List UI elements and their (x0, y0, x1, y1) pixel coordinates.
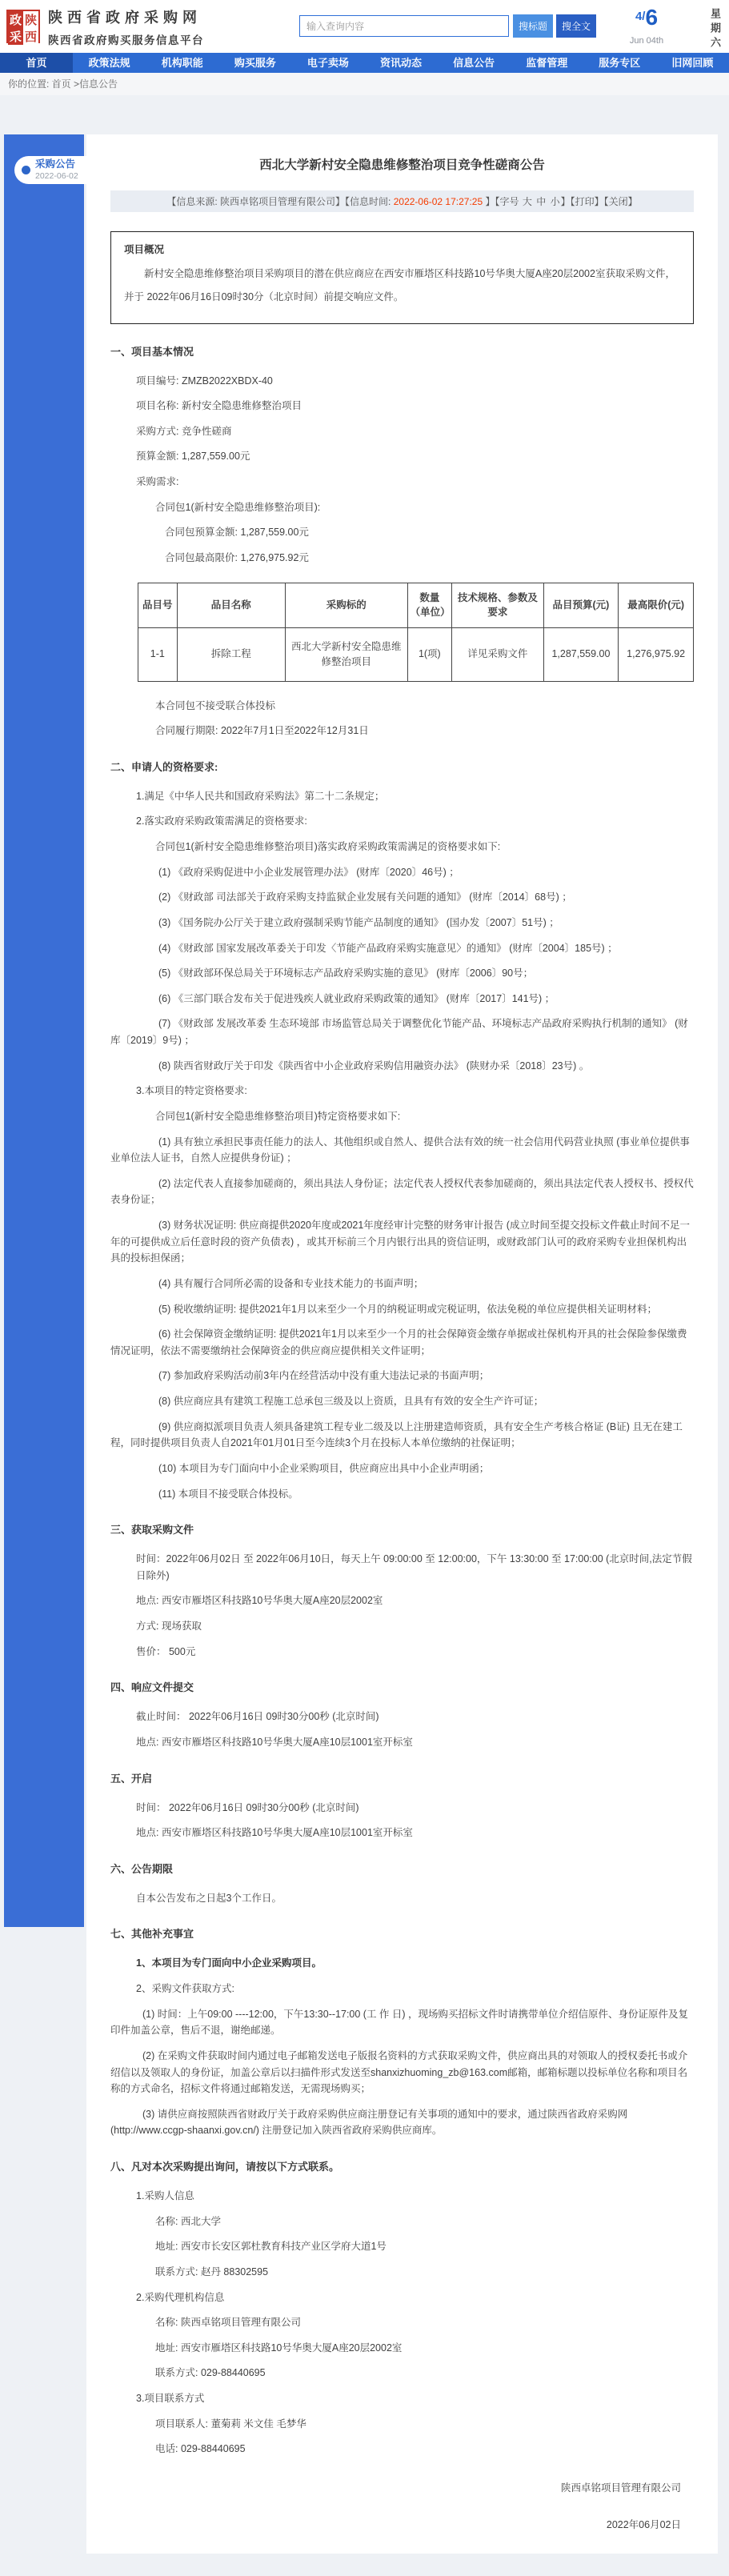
paragraph: 预算金额: 1,287,559.00元 (136, 451, 250, 463)
table-header-cell: 品目预算(元) (543, 583, 619, 628)
project-overview-box (110, 231, 694, 324)
site-header (0, 0, 729, 53)
meta-time-prefix: 【信息时间: (345, 196, 394, 207)
paragraph: 地点: 西安市雁塔区科技路10号华奥大厦A座20层2002室 (136, 1595, 383, 1607)
paragraph: 名称: 陕西卓铭项目管理有限公司 (155, 2317, 301, 2329)
paragraph: (8) 陕西省财政厅关于印发《陕西省中小企业政府采购信用融资办法》 (陕财办采〔2018〕23号) 。 (158, 1060, 590, 1072)
section-heading: 二、申请人的资格要求: (110, 760, 218, 773)
table-cell: 1(项) (407, 628, 452, 682)
paragraph: 项目名称: 新村安全隐患维修整治项目 (136, 400, 302, 412)
site-title: 陕西省政府采购网 (48, 9, 202, 26)
paragraph: 地址: 西安市长安区郭杜教育科技产业区学府大道1号 (155, 2241, 387, 2253)
font-size-small-button[interactable]: 小 (550, 196, 560, 207)
close-button[interactable]: 【关闭】 (603, 196, 638, 207)
table-header-cell: 品目号 (138, 583, 178, 628)
paragraph: 3.本项目的特定资格要求: (136, 1085, 247, 1097)
site-subtitle: 陕西省政府购买服务信息平台 (48, 34, 204, 46)
paragraph: 合同包1(新村安全隐患维修整治项目)特定资格要求如下: (155, 1110, 401, 1122)
nav-item-电子卖场[interactable]: 电子卖场 (306, 57, 349, 69)
main (0, 95, 729, 2576)
section-heading: 八、凡对本次采购提出询问，请按以下方式联系。 (110, 2161, 340, 2173)
paragraph: 1.采购人信息 (136, 2190, 194, 2201)
paragraph: 合同包1(新村安全隐患维修整治项目): (155, 501, 321, 513)
paragraph: 项目联系人: 董菊莉 米文佳 毛梦华 (155, 2418, 306, 2430)
paragraph: 联系方式: 029-88440695 (155, 2367, 266, 2379)
table-header-cell: 采购标的 (285, 583, 407, 628)
date-widget (623, 5, 671, 46)
paragraph: 2、采购文件获取方式: (136, 1983, 234, 1994)
paragraph: 采购方式: 竞争性磋商 (136, 425, 232, 437)
paragraph: 1.满足《中华人民共和国政府采购法》第二十二条规定； (136, 790, 385, 802)
overview-text: 新村安全隐患维修整治项目采购项目的潜在供应商应在西安市雁塔区科技路10号华奥大厦A座20层2002室获取采购文件，并于 2022年06月16日09时30分（北京时间）前提交响应文件。 (124, 268, 675, 302)
table-cell: 1-1 (138, 628, 178, 682)
table-header-cell: 数量（单位） (407, 583, 452, 628)
font-size-large-button[interactable]: 大 (522, 196, 532, 207)
table-header-cell: 技术规格、参数及要求 (452, 583, 544, 628)
print-button[interactable]: 【打印】 (570, 196, 604, 207)
paragraph: 2.落实政府采购政策需满足的资格要求: (136, 815, 307, 827)
paragraph: 地址: 西安市雁塔区科技路10号华奥大厦A座20层2002室 (155, 2342, 403, 2354)
paragraph: (7) 参加政府采购活动前3年内在经营活动中没有重大违法记录的书面声明； (158, 1370, 490, 1382)
table-cell: 西北大学新村安全隐患维修整治项目 (285, 628, 407, 682)
search-bar (299, 14, 596, 38)
paragraph: 方式: 现场获取 (136, 1621, 202, 1632)
section-heading: 三、获取采购文件 (110, 1524, 194, 1536)
paragraph: 合同履行期限: 2022年7月1日至2022年12月31日 (155, 725, 369, 737)
paragraph: 售价： 500元 (136, 1645, 196, 1657)
table-header-cell: 品目名称 (177, 583, 285, 628)
nav-item-监督管理[interactable]: 监督管理 (526, 57, 568, 69)
logo-char: 西 (23, 28, 38, 45)
font-size-medium-button[interactable]: 中 (536, 196, 547, 207)
table-header-cell: 最高限价(元) (619, 583, 694, 628)
nav-item-资讯动态[interactable]: 资讯动态 (380, 57, 423, 69)
items-table (138, 583, 694, 682)
breadcrumb-prefix: 你的位置: (8, 78, 52, 90)
paragraph: (5) 税收缴纳证明: 提供2021年1月以来至少一个月的纳税证明或完税证明，依法免税的单位应提供相关证明材料； (158, 1303, 657, 1315)
paragraph: (11) 本项目不接受联合体投标。 (158, 1488, 298, 1500)
paragraph: (5) 《财政部环保总局关于环境标志产品政府采购实施的意见》 (财库〔2006〕90号； (158, 968, 534, 980)
paragraph: 电话: 029-88440695 (155, 2443, 246, 2455)
footer-company: 陕西卓铭项目管理有限公司 (560, 2482, 681, 2494)
paragraph: 时间：2022年06月02日 至 2022年06月10日，每天上午 09:00:00 至 12:00:00，下午 13:30:00 至 17:00:00 (北京时间,法定节假日除外) (136, 1553, 692, 1581)
section-heading: 六、公告期限 (110, 1862, 174, 1875)
paragraph: 3.项目联系方式 (136, 2393, 205, 2404)
article-body (110, 343, 694, 2458)
nav-item-服务专区[interactable]: 服务专区 (599, 57, 641, 69)
footer-date: 2022年06月02日 (606, 2518, 681, 2530)
logo-char: 采 (8, 28, 23, 45)
paragraph: 自本公告发布之日起3个工作日。 (136, 1892, 282, 1904)
meta-fontsize-prefix: 【字号 (495, 196, 522, 207)
table-row (138, 628, 694, 682)
content-panel (86, 134, 718, 2554)
nav-item-旧网回顾[interactable]: 旧网回顾 (671, 57, 714, 69)
paragraph: 时间： 2022年06月16日 09时30分00秒 (北京时间) (136, 1801, 359, 1813)
paragraph: (2) 法定代表人直接参加磋商的，须出具法人身份证；法定代表人授权代表参加磋商的，须出具法定代表人授权书、授权代表身份证； (110, 1177, 694, 1206)
paragraph: (3) 财务状况证明: 供应商提供2020年度或2021年度经审计完整的财务审计报告 (成立时间至提交投标文件截止时间不足一年的可提供成立后任意时段的资产负债表) ，或其开标前三个月内银行出具的资信证明，或财政部门认可的政府采购专业担保机构出具的投标担保函； (110, 1220, 690, 1264)
paragraph: (1) 具有独立承担民事责任能力的法人、其他组织或自然人、提供合法有效的统一社会信用代码营业执照 (事业单位提供事业单位法人证书，自然人应提供身份证) ； (110, 1136, 690, 1164)
paragraph: (4) 具有履行合同所必需的设备和专业技术能力的书面声明； (158, 1277, 424, 1289)
breadcrumb (0, 73, 729, 95)
nav-item-购买服务[interactable]: 购买服务 (234, 57, 276, 69)
meta-time-suffix: 】 (483, 196, 495, 207)
paragraph: (8) 供应商应具有建筑工程施工总承包三级及以上资质，且具有有效的安全生产许可证； (158, 1396, 544, 1407)
paragraph: (2) 在采购文件获取时间内通过电子邮箱发送电子版报名资料的方式获取采购文件，供应商出具的对领取人的授权委托书或介绍信以及领取人的身份证，加盖公章后以扫描件形式发送至shanxizhuoming_zb@163.com邮箱，邮箱标题以投标单位名称和项目名称的方式命名，招标文件将通过邮箱发送，无需现场购买； (110, 2049, 688, 2095)
breadcrumb-current[interactable]: 信息公告 (79, 78, 118, 90)
weekday-label: 星期六 (709, 8, 721, 51)
paragraph: 地点: 西安市雁塔区科技路10号华奥大厦A座10层1001室开标室 (136, 1736, 413, 1748)
table-header-row (138, 583, 694, 628)
logo-char: 政 (8, 11, 23, 28)
sidebar (4, 134, 84, 1927)
table-cell: 详见采购文件 (452, 628, 544, 682)
nav-item-首页[interactable]: 首页 (0, 53, 73, 73)
search-fulltext-button[interactable]: 搜全文 (556, 14, 596, 38)
paragraph: 合同包1(新村安全隐患维修整治项目)落实政府采购政策需满足的资格要求如下: (155, 841, 501, 852)
brand (48, 6, 204, 47)
paragraph: 采购需求: (136, 476, 179, 487)
paragraph: 项目编号: ZMZB2022XBDX-40 (136, 375, 273, 387)
paragraph: 地点: 西安市雁塔区科技路10号华奥大厦A座10层1001室开标室 (136, 1827, 413, 1839)
section-heading: 七、其他补充事宜 (110, 1928, 194, 1941)
paragraph: (4) 《财政部 国家发展改革委关于印发〈节能产品政府采购实施意见〉的通知》 (财库〔2004〕185号) ； (158, 942, 618, 954)
paragraph: (2) 《财政部 司法部关于政府采购支持监狱企业发展有关问题的通知》 (财库〔2014〕68号) ； (158, 891, 572, 903)
paragraph: 合同包预算金额: 1,287,559.00元 (165, 527, 309, 539)
date-day: 6 (645, 5, 659, 30)
paragraph: (1) 《政府采购促进中小企业发展管理办法》 (财库〔2020〕46号) ； (158, 866, 459, 878)
paragraph: 本合同包不接受联合体投标 (155, 699, 276, 711)
paragraph: (7) 《财政部 发展改革委 生态环境部 市场监管总局关于调整优化节能产品、环境标志产品政府采购执行机制的通知》 (财库〔2019〕9号) ； (110, 1018, 688, 1046)
paragraph: (3) 《国务院办公厅关于建立政府强制采购节能产品制度的通知》 (国办发〔2007〕51号) ； (158, 916, 559, 928)
table-cell: 1,276,975.92 (619, 628, 694, 682)
breadcrumb-home[interactable]: 首页 (51, 78, 71, 90)
search-title-button[interactable]: 搜标题 (513, 14, 553, 38)
article-meta-bar (110, 190, 694, 212)
site-seal-logo-icon (6, 10, 40, 43)
sidebar-category-pill[interactable] (14, 156, 86, 184)
meta-source: 【信息来源: 陕西卓铭项目管理有限公司】 (166, 196, 346, 207)
paragraph: (10) 本项目为专门面向中小企业采购项目，供应商应出具中小企业声明函； (158, 1462, 490, 1474)
nav-item-政策法规[interactable]: 政策法规 (88, 57, 130, 69)
date-month: 4/ (635, 10, 646, 23)
date-english: Jun 04th (629, 36, 664, 46)
paragraph: (9) 供应商拟派项目负责人须具备建筑工程专业二级及以上注册建造师资质，具有安全生产考核合格证 (B证) 且无在建工程，同时提供项目负责人自2021年01月01日至今连续3个月在投标人本单位缴纳的社保证明； (110, 1420, 683, 1449)
overview-label: 项目概况 (124, 244, 165, 255)
paragraph: (6) 社会保障资金缴纳证明: 提供2021年1月以来至少一个月的社会保障资金缴存单据或社保机构开具的社会保险参保缴费情况证明，依法不需要缴纳社会保障资金的供应商应提供相关文件证明； (110, 1328, 687, 1356)
paragraph: (3) 请供应商按照陕西省财政厅关于政府采购供应商注册登记有关事项的通知中的要求，通过陕西省政府采购网 (http://www.ccgp-shaanxi.gov.cn/) 注册登记加入陕西省政府采购供应商库。 (110, 2108, 628, 2137)
paragraph: (1) 时间：上午09:00 ----12:00，下午13:30--17:00 (工 作 日) ，现场购买招标文件时请携带单位介绍信原件、身份证原件及复印件加盖公章，售后不退，谢绝邮递。 (110, 2008, 689, 2037)
paragraph: 2.采购代理机构信息 (136, 2291, 225, 2303)
nav-item-信息公告[interactable]: 信息公告 (453, 57, 495, 69)
section-heading: 四、响应文件提交 (110, 1681, 194, 1694)
paragraph: 名称: 西北大学 (155, 2215, 221, 2227)
meta-fontsize-suffix: 】 (560, 196, 571, 207)
search-input[interactable] (299, 15, 509, 37)
section-heading: 一、项目基本情况 (110, 345, 194, 358)
table-cell: 1,287,559.00 (543, 628, 619, 682)
logo-char: 陕 (23, 11, 38, 28)
table-cell: 拆除工程 (177, 628, 285, 682)
breadcrumb-separator: > (70, 78, 80, 90)
sidebar-category-label: 采购公告 (35, 158, 76, 170)
nav (0, 53, 729, 73)
paragraph: 联系方式: 赵丹 88302595 (155, 2266, 269, 2278)
bullet-dot-icon (22, 166, 30, 174)
meta-time: 2022-06-02 17:27:25 (393, 196, 483, 207)
paragraph: 截止时间： 2022年06月16日 09时30分00秒 (北京时间) (136, 1711, 379, 1723)
page-title: 西北大学新村安全隐患维修整治项目竞争性磋商公告 (259, 158, 545, 172)
paragraph: 合同包最高限价: 1,276,975.92元 (165, 551, 309, 563)
nav-item-机构职能[interactable]: 机构职能 (161, 57, 203, 69)
paragraph: 1、本项目为专门面向中小企业采购项目。 (136, 1957, 322, 1969)
section-heading: 五、开启 (110, 1772, 153, 1785)
sidebar-category-date: 2022-06-02 (35, 170, 78, 181)
paragraph: (6) 《三部门联合发布关于促进残疾人就业政府采购政策的通知》 (财库〔2017〕141号) ； (158, 992, 555, 1004)
